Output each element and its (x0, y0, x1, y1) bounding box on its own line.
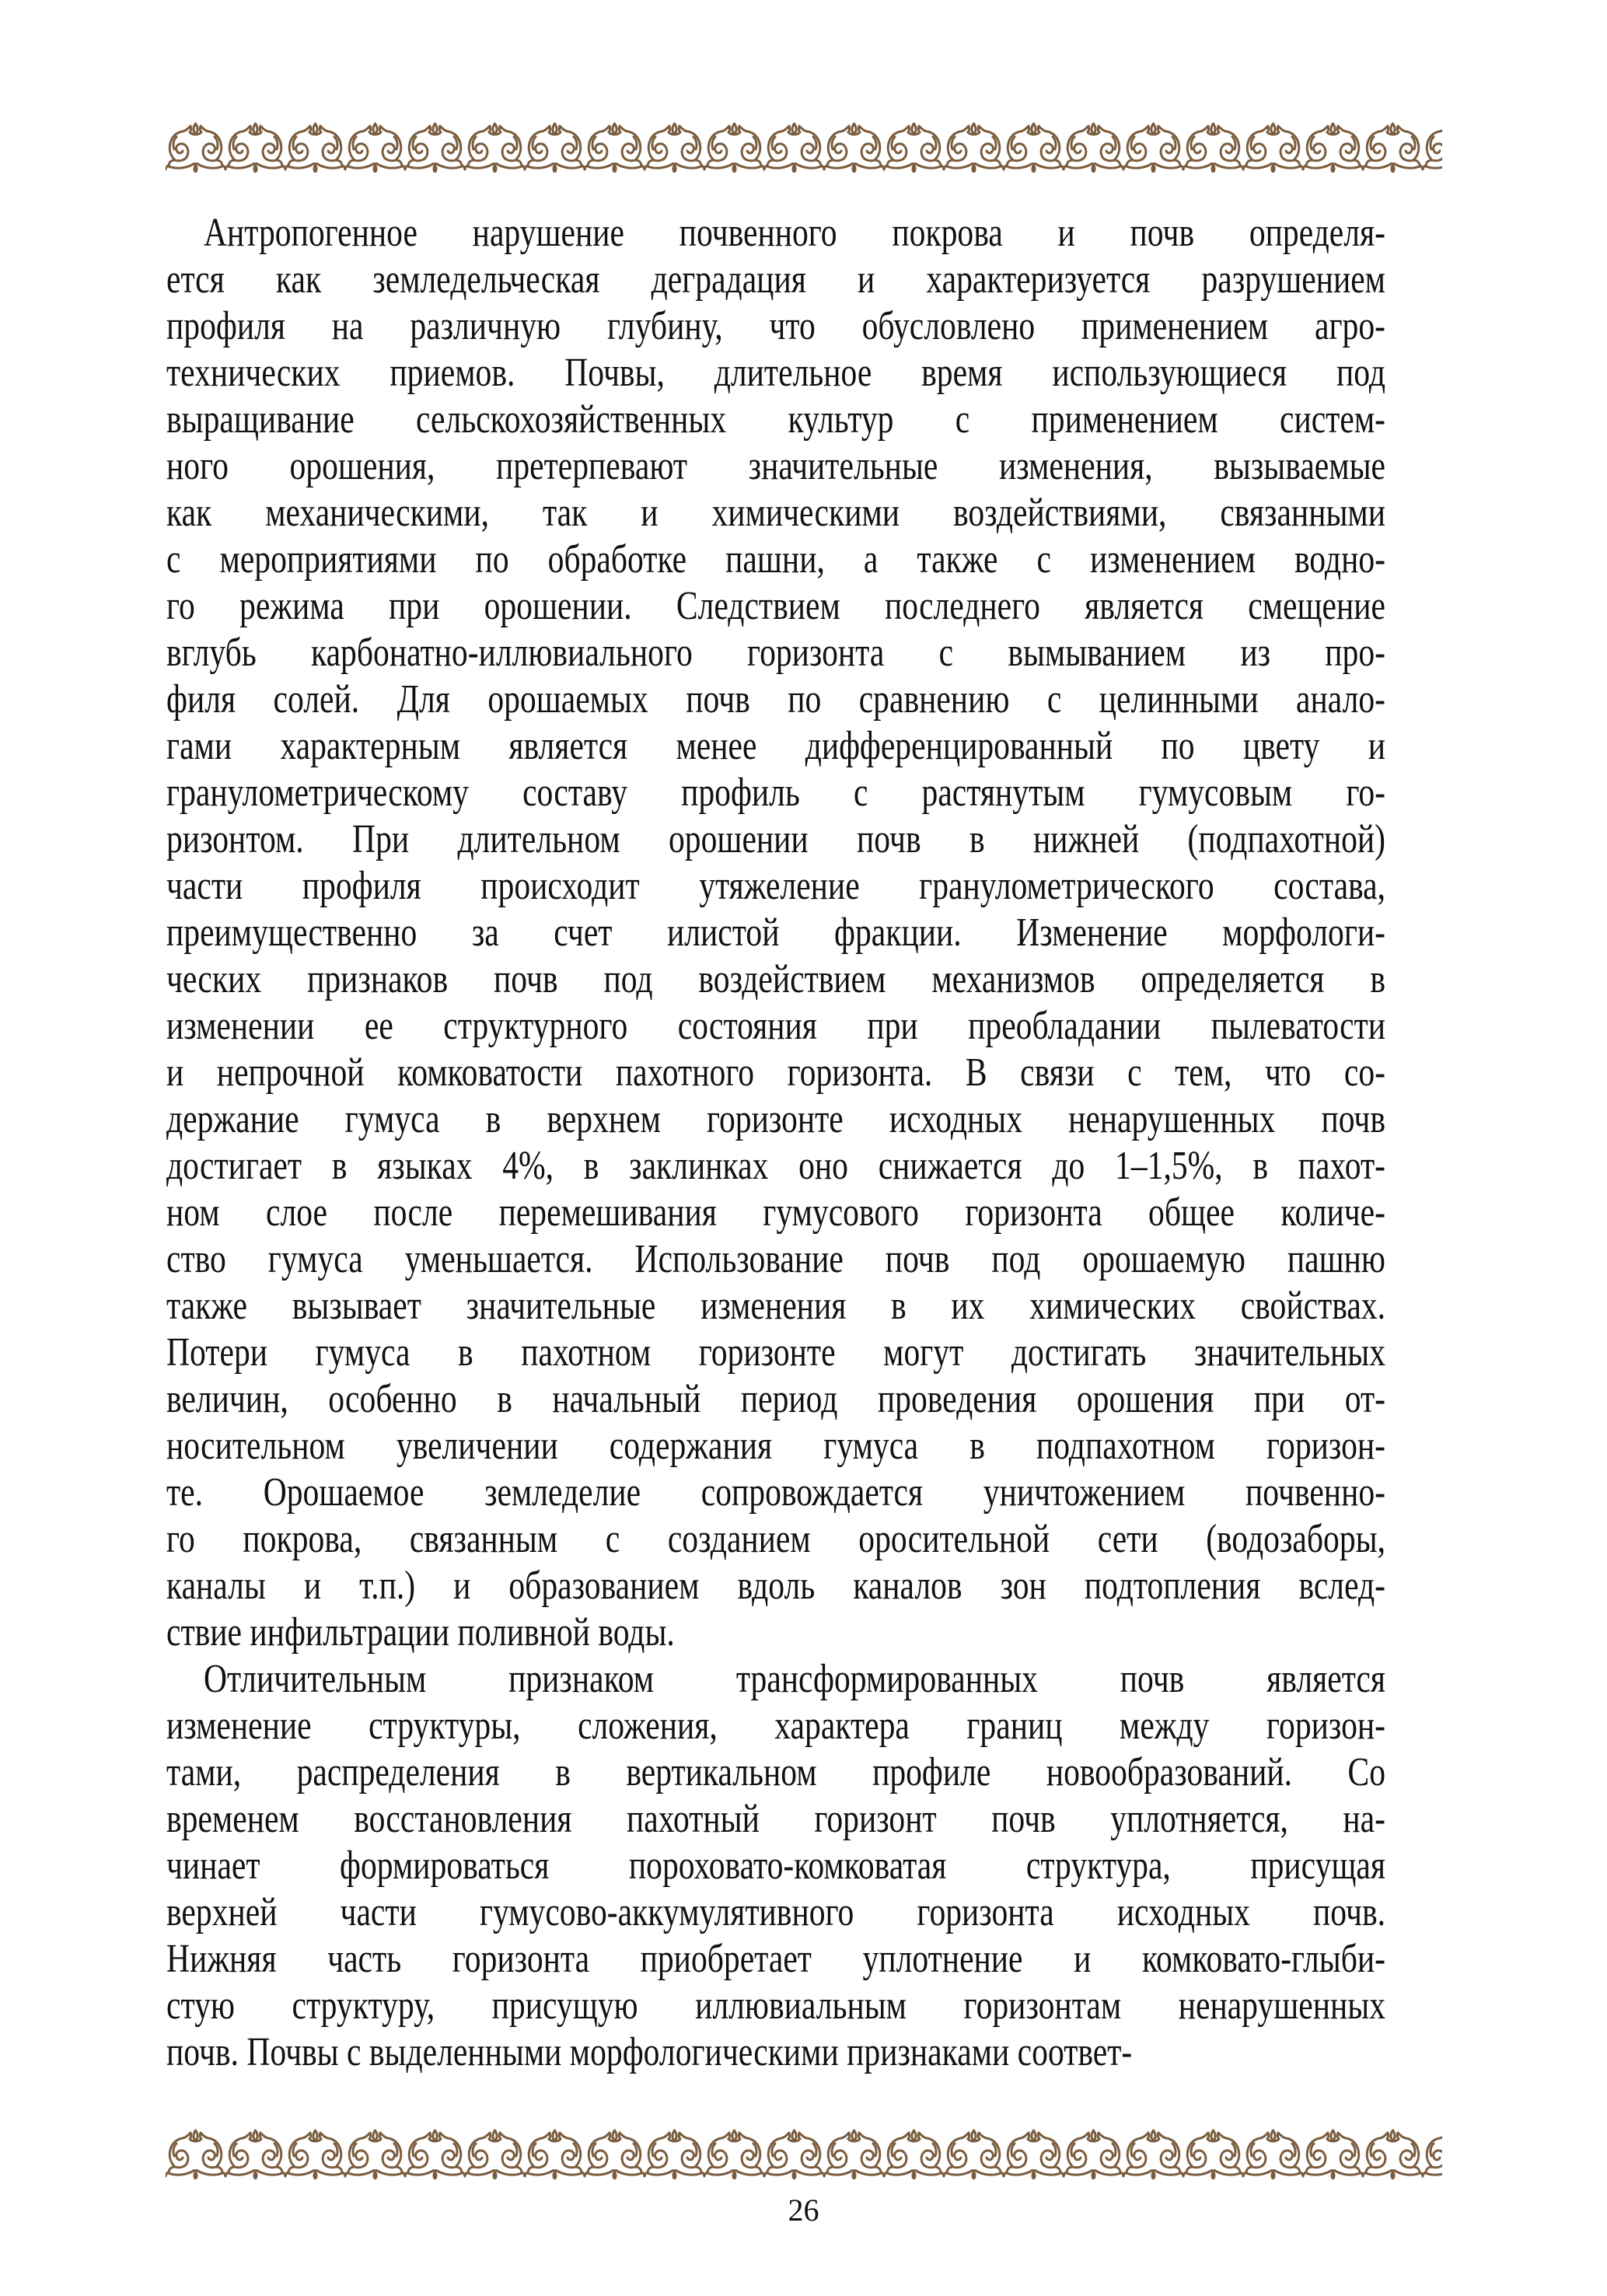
text-line-content: Нижняя часть горизонта приобретает уплотнение и комковато-глыби- (166, 1937, 1385, 1981)
ornament-border-top (166, 121, 1442, 173)
text-line-content: как механическими, так и химическими воздействиями, связанными (166, 491, 1385, 535)
text-line-content: почв. Почвы с выделенными морфологическими признаками соответ- (166, 2030, 1133, 2074)
text-line (166, 303, 1385, 350)
text-line (166, 443, 1385, 490)
text-line (166, 583, 1385, 630)
text-line-content: временем восстановления пахотный горизонт почв уплотняется, на- (166, 1797, 1385, 1841)
paragraph (166, 210, 1385, 1656)
text-line-content: также вызывает значительные изменения в их химических свойствах. (166, 1284, 1385, 1328)
text-line-content: го покрова, связанным с созданием оросительной сети (водозаборы, (166, 1517, 1385, 1561)
text-line-content: Антропогенное нарушение почвенного покрова и почв определя- (204, 211, 1385, 255)
text-line (166, 1609, 1385, 1656)
text-line (166, 863, 1385, 910)
text-line-content: филя солей. Для орошаемых почв по сравнению с целинными анало- (166, 677, 1385, 722)
text-line-content: величин, особенно в начальный период проведения орошения при от- (166, 1377, 1385, 1421)
ornament-border-bottom (166, 2128, 1442, 2179)
text-line-content: чинает формироваться пороховато-комковатая структура, присущая (166, 1843, 1385, 1888)
text-line (166, 1050, 1385, 1096)
text-line-content: каналы и т.п.) и образованием вдоль каналов зон подтопления вслед- (166, 1564, 1385, 1608)
text-line-content: преимущественно за счет илистой фракции. Изменение морфологи- (166, 910, 1385, 955)
text-line-content: технических приемов. Почвы, длительное время использующиеся под (166, 351, 1385, 395)
text-line (166, 956, 1385, 1003)
text-line (166, 536, 1385, 583)
text-line (166, 1283, 1385, 1330)
ornament-pattern (166, 121, 1442, 173)
text-line (166, 1003, 1385, 1050)
text-line (166, 816, 1385, 863)
text-line-content: изменении ее структурного состояния при преобладании пылеватости (166, 1004, 1385, 1048)
text-line-content: стую структуру, присущую иллювиальным горизонтам ненарушенных (166, 1983, 1385, 2028)
text-line-content: гами характерным является менее дифференцированный по цвету и (166, 724, 1385, 768)
text-line (166, 770, 1385, 816)
text-line (166, 210, 1385, 257)
text-line-content: верхней части гумусово-аккумулятивного горизонта исходных почв. (166, 1890, 1385, 1934)
text-line-content: ство гумуса уменьшается. Использование почв под орошаемую пашню (166, 1237, 1385, 1281)
text-line (166, 1470, 1385, 1516)
text-line (166, 910, 1385, 956)
text-line (166, 1936, 1385, 1983)
text-line-content: выращивание сельскохозяйственных культур с применением систем- (166, 397, 1385, 442)
text-line-content: го режима при орошении. Следствием последнего является смещение (166, 584, 1385, 628)
text-line (166, 1330, 1385, 1376)
text-line-content: изменение структуры, сложения, характера границ между горизон- (166, 1704, 1385, 1748)
text-line (166, 1843, 1385, 1889)
text-line-content: держание гумуса в верхнем горизонте исходных ненарушенных почв (166, 1097, 1385, 1141)
text-line (166, 1096, 1385, 1143)
text-line (166, 2029, 1385, 2076)
text-line (166, 723, 1385, 770)
page-number: 26 (788, 2193, 819, 2228)
text-line (166, 350, 1385, 397)
text-line (166, 1423, 1385, 1470)
text-line-content: Потери гумуса в пахотном горизонте могут достигать значительных (166, 1330, 1385, 1375)
text-line-content: ном слое после перемешивания гумусового горизонта общее количе- (166, 1190, 1385, 1235)
text-line (166, 1563, 1385, 1609)
text-line-content: вглубь карбонатно-иллювиального горизонта с вымыванием из про- (166, 631, 1385, 675)
text-line-content: части профиля происходит утяжеление гранулометрического состава, (166, 864, 1385, 908)
text-line-content: ствие инфильтрации поливной воды. (166, 1610, 675, 1655)
text-line (166, 630, 1385, 676)
text-line-content: ного орошения, претерпевают значительные изменения, вызываемые (166, 444, 1385, 488)
text-line-content: носительном увеличении содержания гумуса в подпахотном горизон- (166, 1424, 1385, 1468)
text-line (166, 397, 1385, 443)
text-line-content: профиля на различную глубину, что обусловлено применением агро- (166, 304, 1385, 348)
text-line-content: ризонтом. При длительном орошении почв в нижней (подпахотной) (166, 817, 1385, 861)
text-line (166, 1749, 1385, 1796)
text-line (166, 490, 1385, 536)
text-line-content: с мероприятиями по обработке пашни, а также с изменением водно- (166, 537, 1385, 582)
text-line-content: Отличительным признаком трансформированных почв является (204, 1657, 1385, 1701)
text-line (166, 1143, 1385, 1190)
text-line-content: и непрочной комковатости пахотного горизонта. В связи с тем, что со- (166, 1050, 1385, 1095)
body-text (166, 210, 1385, 2076)
text-line (166, 1236, 1385, 1283)
text-line (166, 1983, 1385, 2029)
text-line (166, 257, 1385, 303)
text-line (166, 1656, 1385, 1703)
text-line (166, 1703, 1385, 1749)
text-line (166, 1889, 1385, 1936)
text-line (166, 1516, 1385, 1563)
paragraph (166, 1656, 1385, 2076)
text-line (166, 1376, 1385, 1423)
text-line-content: тами, распределения в вертикальном профиле новообразований. Со (166, 1750, 1385, 1795)
text-line (166, 1796, 1385, 1843)
text-line-content: ческих признаков почв под воздействием механизмов определяется в (166, 957, 1385, 1001)
text-line-content: достигает в языках 4%, в заклинках оно снижается до 1–1,5%, в пахот- (166, 1144, 1385, 1188)
text-line-content: ется как земледельческая деградация и характеризуется разрушением (166, 257, 1385, 302)
text-line-content: гранулометрическому составу профиль с растянутым гумусовым го- (166, 771, 1385, 815)
ornament-pattern (166, 2128, 1442, 2179)
text-line-content: те. Орошаемое земледелие сопровождается уничтожением почвенно- (166, 1470, 1385, 1515)
text-line (166, 676, 1385, 723)
text-line (166, 1190, 1385, 1236)
